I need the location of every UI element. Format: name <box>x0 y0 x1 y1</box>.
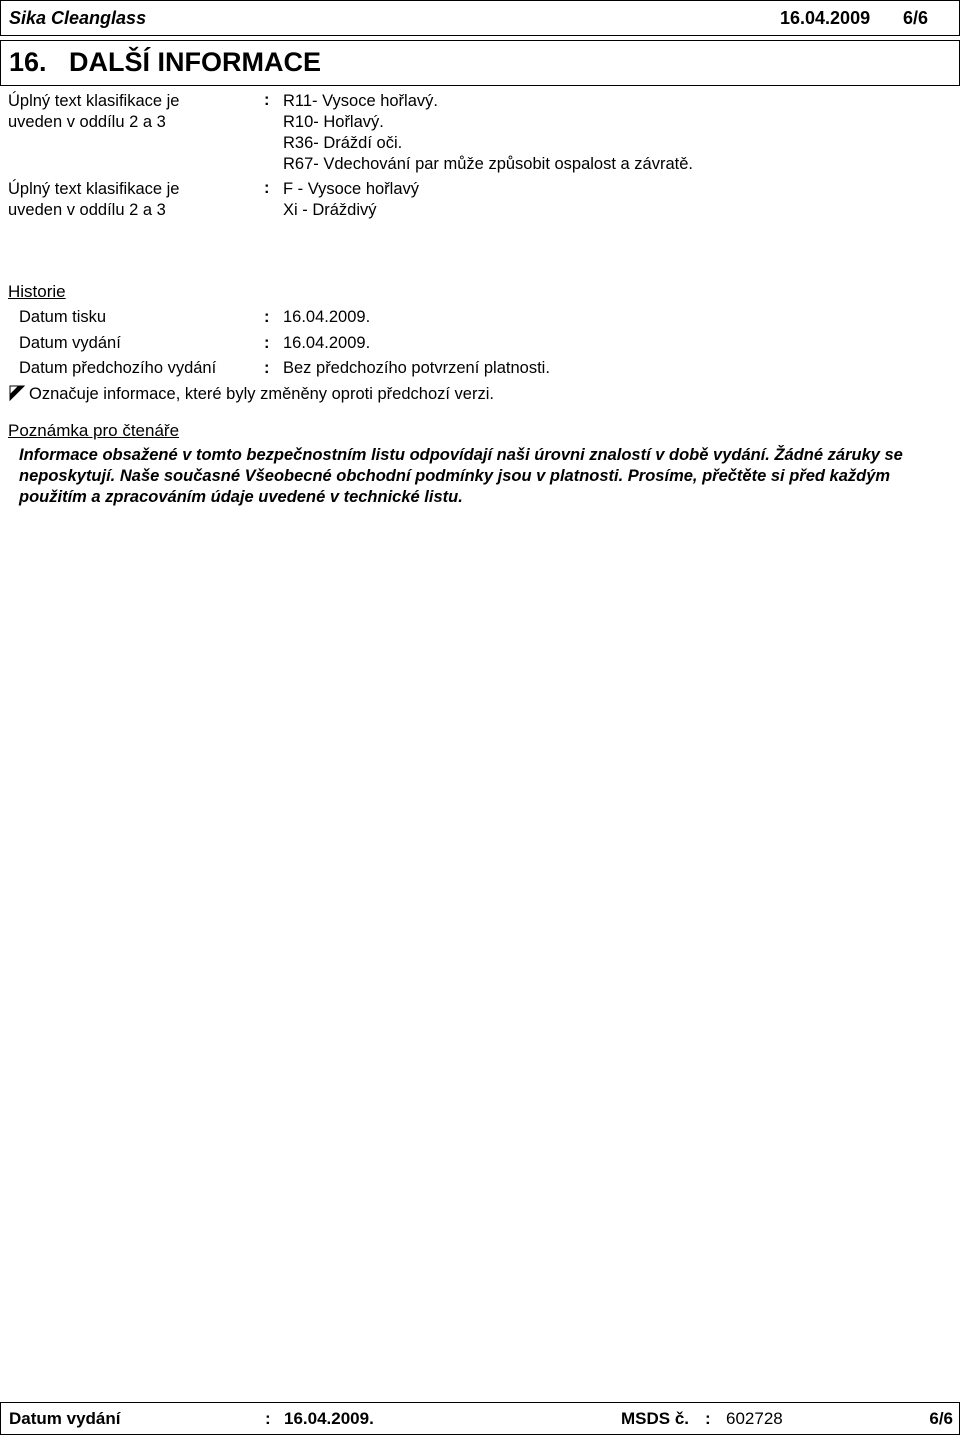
history-separator: : <box>264 308 270 326</box>
footer-issue-label: Datum vydání <box>9 1409 121 1428</box>
classification-separator: : <box>264 91 270 109</box>
footer-msds-number: 602728 <box>726 1409 783 1428</box>
history-title: Historie <box>8 282 66 301</box>
history-separator: : <box>264 359 270 377</box>
reader-note-title: Poznámka pro čtenáře <box>8 421 180 440</box>
classification-label: Úplný text klasifikace je uveden v oddílu 2 a 3 <box>8 180 180 219</box>
footer-page: 6/6 <box>929 1409 953 1428</box>
document-footer <box>0 1402 960 1435</box>
document-header <box>0 0 960 36</box>
header-date: 16.04.2009 <box>780 8 871 28</box>
footer-issue-date: 16.04.2009. <box>284 1409 374 1428</box>
footer-msds-label: MSDS č. <box>621 1409 690 1428</box>
footer-msds-separator: : <box>705 1409 711 1428</box>
history-label: Datum předchozího vydání <box>19 359 217 377</box>
history-label: Datum vydání <box>19 334 121 352</box>
change-note: Označuje informace, které byly změněny oproti předchozí verzi. <box>29 385 494 403</box>
classification-values: R11- Vysoce hořlavý. R10- Hořlavý. R36- Dráždí oči. R67- Vdechování par může způsobit ospalost a závratě. <box>283 92 693 173</box>
footer-separator: : <box>265 1409 271 1428</box>
history-separator: : <box>264 334 270 352</box>
classification-separator: : <box>264 179 270 197</box>
section-heading <box>0 40 960 86</box>
header-page: 6/6 <box>902 8 928 28</box>
change-marker-icon <box>9 385 25 401</box>
reader-note-text: Informace obsažené v tomto bezpečnostním listu odpovídají naši úrovni znalostí v době vydání. Žádné záruky se neposkytují. Naše současné Všeobecné obchodní podmínky jsou v platnosti. Prosíme, přečtěte si před každým použitím a zpracováním údaje uvedené v technické listu. <box>19 446 903 506</box>
history-value: 16.04.2009. <box>283 308 371 326</box>
classification-values: F - Vysoce hořlavý Xi - Dráždivý <box>283 180 420 219</box>
section-title: DALŠÍ INFORMACE <box>69 47 321 77</box>
history-value: 16.04.2009. <box>283 334 371 352</box>
classification-label: Úplný text klasifikace je uveden v oddílu 2 a 3 <box>8 92 180 131</box>
section-number: 16. <box>9 47 47 77</box>
product-name: Sika Cleanglass <box>9 8 147 28</box>
history-value: Bez předchozího potvrzení platnosti. <box>283 359 550 377</box>
history-label: Datum tisku <box>19 308 107 326</box>
